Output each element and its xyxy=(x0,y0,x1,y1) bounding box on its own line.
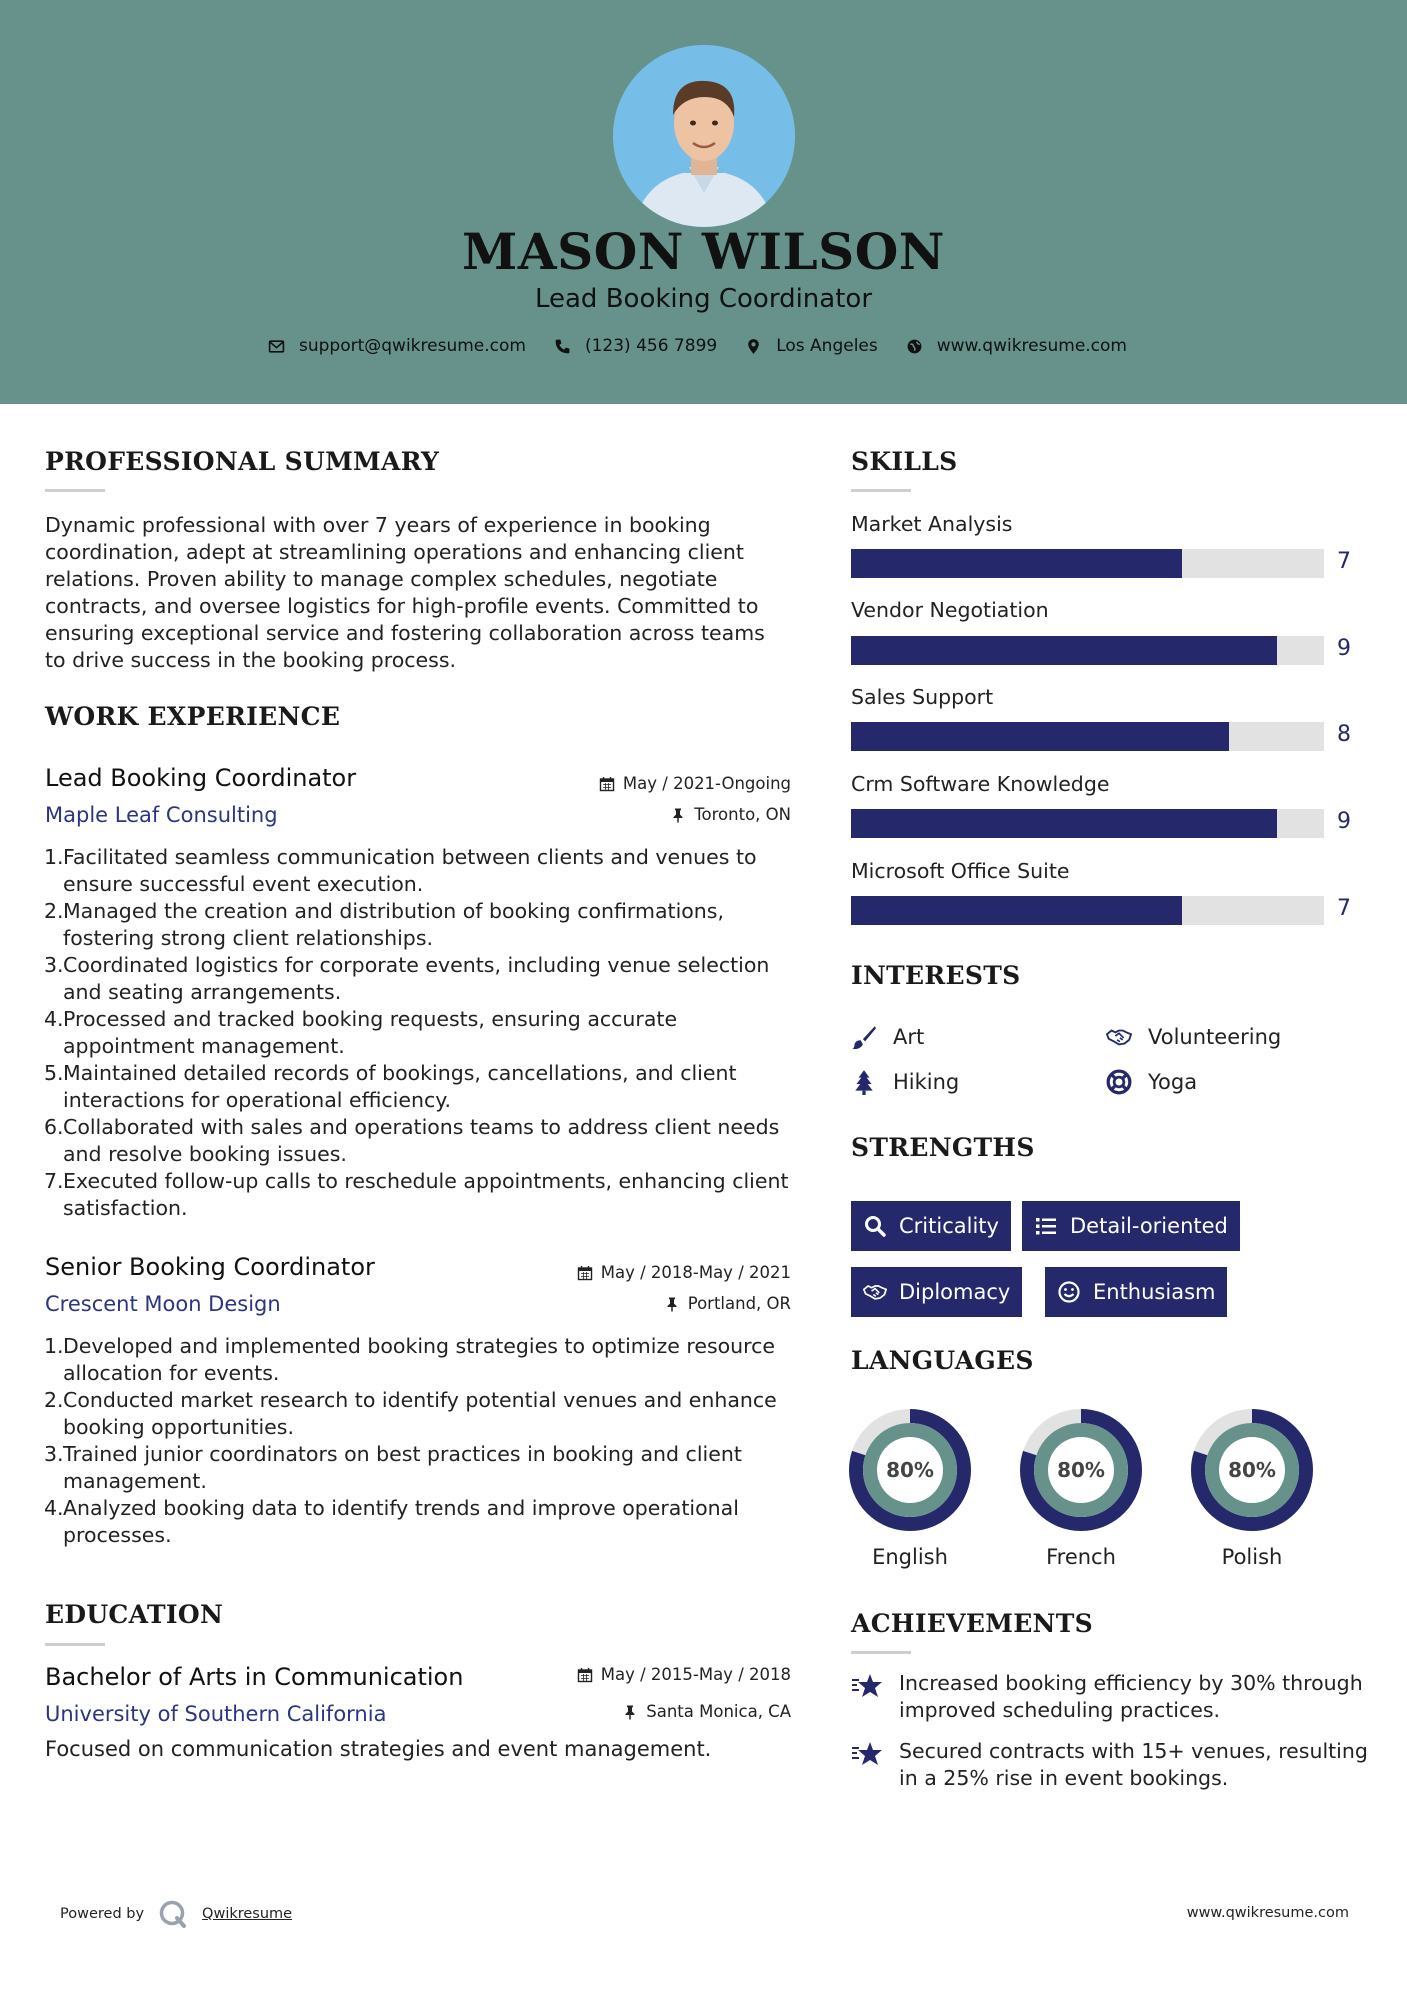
job-title: Senior Booking Coordinator xyxy=(45,1253,375,1281)
education-heading: EDUCATION xyxy=(45,1600,224,1629)
strength-tag xyxy=(851,1267,1022,1317)
job-location-text: Portland, OR xyxy=(687,1294,791,1313)
header-banner xyxy=(0,0,1407,404)
avatar xyxy=(613,45,795,227)
star-icon xyxy=(851,1672,883,1702)
job-dates xyxy=(599,774,791,793)
footer-website[interactable]: www.qwikresume.com xyxy=(1186,1905,1349,1921)
school-name: University of Southern California xyxy=(45,1702,387,1726)
location-text: Los Angeles xyxy=(776,336,878,356)
education-dates xyxy=(577,1665,791,1684)
achievements-heading: ACHIEVEMENTS xyxy=(851,1609,1093,1638)
qwikresume-logo-icon xyxy=(158,1899,188,1929)
handshake-icon xyxy=(1106,1024,1132,1050)
pushpin-icon xyxy=(664,1296,680,1312)
skill-value: 7 xyxy=(1337,549,1351,574)
list-item: 4. Analyzed booking data to identify trends and improve operational processes. xyxy=(44,1496,739,1547)
map-marker-icon xyxy=(745,338,762,355)
skill-bar-fill xyxy=(851,636,1277,665)
contact-website[interactable] xyxy=(906,336,1127,356)
contact-email[interactable] xyxy=(268,336,526,356)
job-dates xyxy=(577,1263,791,1282)
skill-bar-track xyxy=(851,636,1324,665)
envelope-icon xyxy=(268,338,285,355)
email-text: support@qwikresume.com xyxy=(299,336,526,356)
job-dates-text: May / 2021-Ongoing xyxy=(622,774,791,793)
smile-icon xyxy=(1057,1280,1081,1304)
skill-bar-track xyxy=(851,896,1324,925)
job-location xyxy=(670,805,791,824)
job-bullets xyxy=(44,1333,799,1549)
language-name: French xyxy=(1046,1545,1116,1569)
skill-bar-track xyxy=(851,549,1324,578)
list-item: 2. Conducted market research to identify potential venues and enhance booking opportunities. xyxy=(44,1388,777,1439)
list-item: 3. Trained junior coordinators on best practices in booking and client management. xyxy=(44,1442,742,1493)
language-name: Polish xyxy=(1221,1545,1283,1569)
list-item: 5. Maintained detailed records of bookings, cancellations, and client interactions for operational efficiency. xyxy=(44,1061,737,1112)
interest-item xyxy=(851,1024,924,1050)
interests-heading: INTERESTS xyxy=(851,961,1021,990)
pushpin-icon xyxy=(622,1704,638,1720)
paintbrush-icon xyxy=(851,1024,877,1050)
summary-divider xyxy=(45,489,105,492)
language-percent: 80% xyxy=(1057,1458,1105,1482)
skills-divider xyxy=(851,489,911,492)
list-item: 3. Coordinated logistics for corporate events, including venue selection and seating arrangements. xyxy=(44,953,770,1004)
achievement-item xyxy=(851,1670,1371,1724)
achievements-divider xyxy=(851,1651,911,1654)
website-text: www.qwikresume.com xyxy=(936,336,1127,356)
language-ring xyxy=(1191,1409,1313,1531)
summary-heading: PROFESSIONAL SUMMARY xyxy=(45,447,440,476)
strength-tag xyxy=(1045,1267,1227,1317)
interest-item xyxy=(1106,1024,1281,1050)
company-name: Crescent Moon Design xyxy=(45,1292,281,1316)
strengths-heading: STRENGTHS xyxy=(851,1133,1035,1162)
skill-label: Sales Support xyxy=(851,685,994,709)
pushpin-icon xyxy=(670,807,686,823)
calendar-icon xyxy=(577,1265,593,1281)
contact-phone[interactable] xyxy=(554,336,717,356)
footer-powered-by xyxy=(60,1899,292,1929)
language-percent: 80% xyxy=(886,1458,934,1482)
strength-tag xyxy=(1022,1201,1240,1251)
achievement-text: Increased booking efficiency by 30% through improved scheduling practices. xyxy=(899,1671,1363,1722)
job-location xyxy=(664,1294,791,1313)
interest-label: Hiking xyxy=(893,1070,960,1094)
calendar-icon xyxy=(577,1667,593,1683)
interest-label: Yoga xyxy=(1148,1070,1198,1094)
list-item: 7. Executed follow-up calls to reschedule appointments, enhancing client satisfaction. xyxy=(44,1169,789,1220)
experience-heading: WORK EXPERIENCE xyxy=(45,702,341,731)
tree-icon xyxy=(851,1069,877,1095)
job-dates-text: May / 2018-May / 2021 xyxy=(600,1263,791,1282)
list-item: 6. Collaborated with sales and operations teams to address client needs and resolve booking issues. xyxy=(44,1115,780,1166)
language-name: English xyxy=(872,1545,948,1569)
list-item: 1. Developed and implemented booking strategies to optimize resource allocation for events. xyxy=(44,1334,776,1385)
language-percent: 80% xyxy=(1228,1458,1276,1482)
language-ring xyxy=(849,1409,971,1531)
skill-bar-track xyxy=(851,809,1324,838)
star-icon xyxy=(851,1740,883,1770)
globe-icon xyxy=(906,338,923,355)
contact-location xyxy=(745,336,878,356)
strength-tag xyxy=(851,1201,1011,1251)
lifebuoy-icon xyxy=(1106,1069,1132,1095)
contact-bar xyxy=(0,336,1407,356)
interest-label: Volunteering xyxy=(1148,1025,1282,1049)
achievement-text: Secured contracts with 15+ venues, resulting in a 25% rise in event bookings. xyxy=(899,1739,1368,1790)
skill-bar-fill xyxy=(851,809,1277,838)
list-item: 2. Managed the creation and distribution of booking confirmations, fostering strong client relationships. xyxy=(44,899,724,950)
skill-value: 9 xyxy=(1337,809,1351,834)
interest-label: Art xyxy=(893,1025,925,1049)
candidate-role: Lead Booking Coordinator xyxy=(534,284,873,314)
skill-label: Vendor Negotiation xyxy=(851,598,1049,622)
interest-item xyxy=(1106,1069,1197,1095)
education-divider xyxy=(45,1643,105,1646)
strength-label: Detail-oriented xyxy=(1070,1214,1228,1238)
skill-label: Market Analysis xyxy=(851,512,1013,536)
skill-value: 7 xyxy=(1337,896,1351,921)
skills-heading: SKILLS xyxy=(851,447,958,476)
profile-photo xyxy=(613,45,795,227)
skill-bar-fill xyxy=(851,896,1182,925)
strength-label: Criticality xyxy=(899,1214,999,1238)
education-location-text: Santa Monica, CA xyxy=(646,1702,791,1721)
languages-heading: LANGUAGES xyxy=(851,1346,1034,1375)
company-name: Maple Leaf Consulting xyxy=(45,803,278,827)
search-icon xyxy=(863,1214,887,1238)
skill-value: 9 xyxy=(1337,636,1351,661)
phone-text: (123) 456 7899 xyxy=(584,336,718,356)
education-location xyxy=(622,1702,791,1721)
skill-bar-fill xyxy=(851,722,1229,751)
list-item: 4. Processed and tracked booking requests, ensuring accurate appointment management. xyxy=(44,1007,678,1058)
strength-label: Diplomacy xyxy=(899,1280,1011,1304)
education-dates-text: May / 2015-May / 2018 xyxy=(600,1665,791,1684)
phone-icon xyxy=(554,338,571,355)
handshake-icon xyxy=(863,1280,887,1304)
job-location-text: Toronto, ON xyxy=(694,805,791,824)
candidate-name: MASON WILSON xyxy=(462,222,945,281)
education-description: Focused on communication strategies and event management. xyxy=(45,1737,712,1761)
interest-item xyxy=(851,1069,959,1095)
degree-title: Bachelor of Arts in Communication xyxy=(45,1663,464,1691)
powered-by-text: Powered by xyxy=(60,1906,145,1922)
strength-label: Enthusiasm xyxy=(1093,1280,1216,1304)
qwikresume-link[interactable]: Qwikresume xyxy=(202,1906,293,1922)
calendar-icon xyxy=(599,776,615,792)
skill-bar-fill xyxy=(851,549,1182,578)
achievement-item xyxy=(851,1738,1371,1792)
job-title: Lead Booking Coordinator xyxy=(45,764,357,792)
skill-label: Microsoft Office Suite xyxy=(851,859,1070,883)
list-item: 1. Facilitated seamless communication between clients and venues to ensure successful event execution. xyxy=(44,845,757,896)
list-icon xyxy=(1034,1214,1058,1238)
skill-bar-track xyxy=(851,722,1324,751)
job-bullets xyxy=(44,844,799,1222)
skill-label: Crm Software Knowledge xyxy=(851,772,1110,796)
summary-text: Dynamic professional with over 7 years of experience in booking coordination, adept at streamlining operations and enhancing client relations. Proven ability to manage complex schedules, negotiate contracts, and oversee logistics for high-profile events. Committed to ensuring exceptional service and fostering collaboration across teams to drive success in the booking process. xyxy=(45,513,765,672)
skill-value: 8 xyxy=(1337,722,1351,747)
language-ring xyxy=(1020,1409,1142,1531)
